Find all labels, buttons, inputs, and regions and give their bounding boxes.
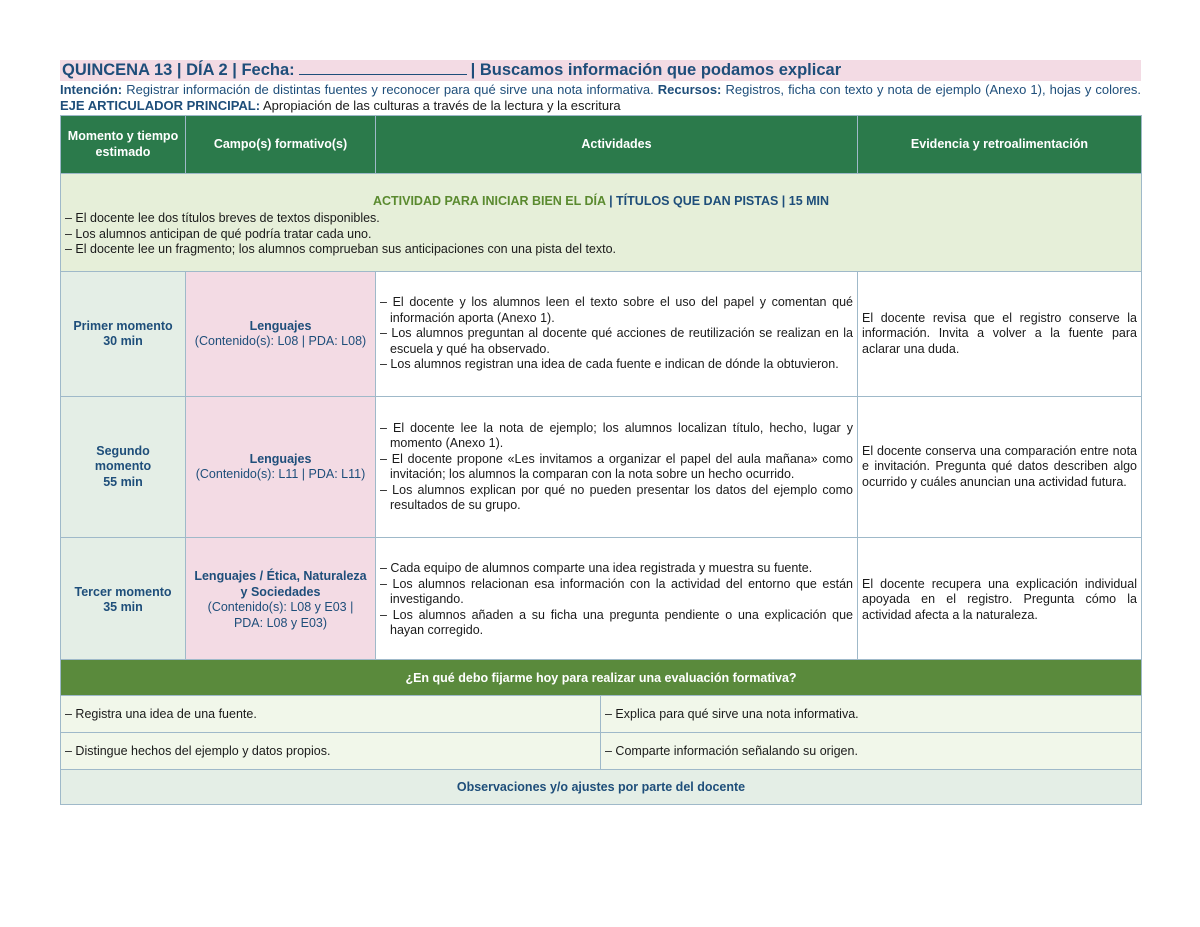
title-right: | Buscamos información que podamos explicar — [470, 61, 842, 79]
eje-text: Apropiación de las culturas a través de la lectura y la escritura — [262, 98, 621, 113]
page-title — [60, 60, 1141, 81]
page-header — [60, 60, 1141, 114]
activity-item: – Cada equipo de alumnos comparte una idea registrada y muestra su fuente. — [380, 561, 813, 576]
moment-label: Primer momento — [73, 318, 173, 333]
moment-label: Segundo momento — [94, 443, 152, 474]
moment-cell — [61, 272, 186, 397]
evaluation-item: – Explica para qué sirve una nota informativa. — [601, 696, 1142, 733]
activity-item: – El docente y los alumnos leen el texto sobre el uso del papel y comentan qué información aporta (Anexo 1). — [380, 295, 853, 325]
observations-row: Observaciones y/o ajustes por parte del docente — [61, 770, 1142, 805]
activity-item: – Los alumnos registran una idea de cada fuente e indican de dónde la obtuvieron. — [380, 357, 839, 372]
activity-item: – Los alumnos explican por qué no pueden presentar los datos del ejemplo como resultados de su grupo. — [380, 482, 853, 512]
campo-name: Lenguajes / Ética, Naturaleza y Sociedades — [194, 569, 367, 599]
evaluation-table — [60, 659, 1142, 805]
start-activity-cell — [61, 174, 1142, 272]
eje-label: EJE ARTICULADOR PRINCIPAL: — [60, 98, 261, 113]
moment-cell — [61, 538, 186, 663]
title-left: QUINCENA 13 | DÍA 2 | Fecha: — [62, 61, 295, 79]
evaluation-item: – Distingue hechos del ejemplo y datos propios. — [61, 733, 601, 770]
planning-table — [60, 115, 1142, 663]
campo-name: Lenguajes — [249, 318, 312, 333]
recursos-text: Registros, ficha con texto y nota de ejemplo (Anexo 1), hojas y colores. — [725, 82, 1141, 97]
activities-cell — [376, 538, 858, 663]
date-blank-field[interactable] — [299, 60, 467, 75]
campo-cell — [186, 397, 376, 538]
activities-cell — [376, 397, 858, 538]
start-line: – El docente lee dos títulos breves de textos disponibles. — [65, 211, 380, 225]
table-row — [61, 272, 1142, 397]
header-campo: Campo(s) formativo(s) — [186, 116, 376, 174]
activity-item: – Los alumnos preguntan al docente qué acciones de reutilización se realizan en la escuela y qué ha observado. — [380, 326, 853, 356]
campo-cell — [186, 272, 376, 397]
evaluation-item: – Comparte información señalando su origen. — [601, 733, 1142, 770]
start-line: – Los alumnos anticipan de qué podría tratar cada uno. — [65, 226, 372, 241]
table-row — [61, 538, 1142, 663]
activities-cell — [376, 272, 858, 397]
start-line: – El docente lee un fragmento; los alumnos comprueban sus anticipaciones con una pista del texto. — [65, 242, 617, 256]
activity-item: – Los alumnos relacionan esa información con la actividad del entorno que están investigando. — [380, 576, 853, 607]
campo-name: Lenguajes — [249, 451, 312, 466]
moment-time: 35 min — [103, 600, 143, 614]
header-evidencia: Evidencia y retroalimentación — [858, 116, 1142, 174]
moment-label: Tercer momento — [74, 584, 172, 599]
start-activity-row — [61, 174, 1142, 272]
evaluation-item: – Registra una idea de una fuente. — [61, 696, 601, 733]
evidence-cell: El docente conserva una comparación entre nota e invitación. Pregunta qué datos describen algo ocurrido y cuáles anuncian una actividad futura. — [858, 397, 1142, 538]
activity-item: – Los alumnos añaden a su ficha una pregunta pendiente o una explicación que hayan corregido. — [380, 607, 853, 638]
recursos-label: Recursos: — [657, 82, 722, 97]
moment-time: 30 min — [103, 334, 143, 348]
evidence-cell: El docente revisa que el registro conserve la información. Invita a volver a la fuente para aclarar una duda. — [858, 272, 1142, 397]
campo-contenido: (Contenido(s): L08 y E03 | PDA: L08 y E03) — [207, 600, 354, 630]
header-actividades: Actividades — [376, 116, 858, 174]
activity-item: – El docente propone «Les invitamos a organizar el papel del aula mañana» como invitación; los alumnos la comparan con la nota sobre un hecho ocurrido. — [380, 451, 853, 481]
campo-contenido: (Contenido(s): L08 | PDA: L08) — [194, 334, 367, 348]
table-header-row — [61, 116, 1142, 174]
campo-cell — [186, 538, 376, 663]
start-title-rest: | TÍTULOS QUE DAN PISTAS | 15 MIN — [609, 193, 830, 208]
start-activity-title — [65, 194, 1137, 210]
moment-time: 55 min — [103, 474, 143, 489]
evidence-cell: El docente recupera una explicación individual apoyada en el registro. Pregunta cómo la actividad afecta a la naturaleza. — [858, 538, 1142, 663]
start-title-green: ACTIVIDAD PARA INICIAR BIEN EL DÍA — [372, 193, 606, 208]
activity-item: – El docente lee la nota de ejemplo; los alumnos localizan título, hecho, lugar y momento (Anexo 1). — [380, 420, 853, 450]
evaluation-heading: ¿En qué debo fijarme hoy para realizar una evaluación formativa? — [61, 660, 1142, 696]
intencion-text: Registrar información de distintas fuentes y reconocer para qué sirve una nota informativa. — [126, 82, 654, 97]
intencion-label: Intención: — [60, 82, 123, 97]
campo-contenido: (Contenido(s): L11 | PDA: L11) — [195, 467, 366, 481]
header-momento: Momento y tiempo estimado — [61, 116, 186, 174]
intention-paragraph — [60, 82, 1141, 114]
table-row — [61, 397, 1142, 538]
moment-cell — [61, 397, 186, 538]
